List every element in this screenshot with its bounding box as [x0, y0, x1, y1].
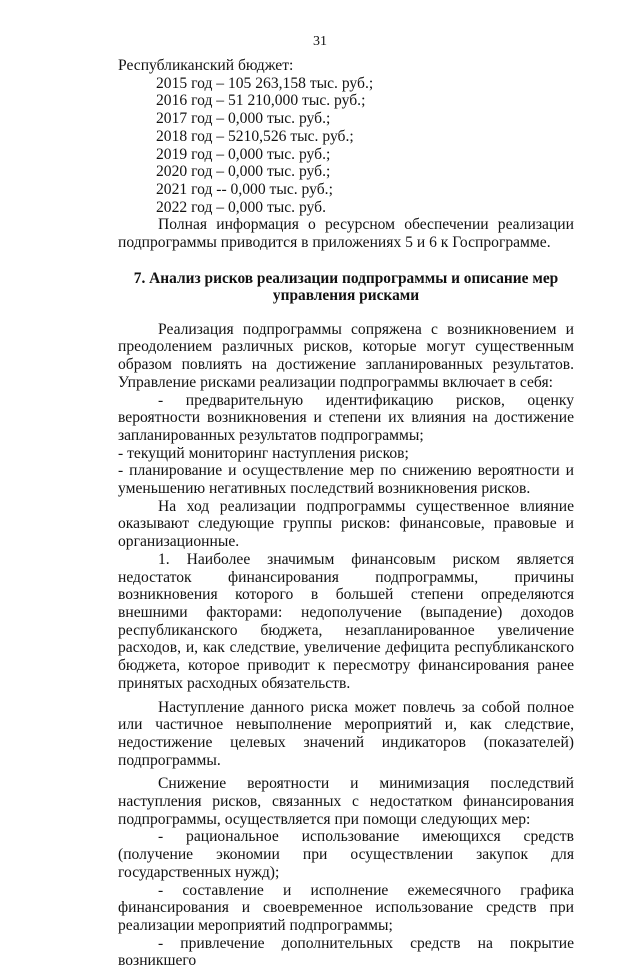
paragraph: Реализация подпрограммы сопряжена с возникновением и преодолением различных рисков, которые могут существенным образом повлиять на достижение запланированных результатов. Управление рисками реализации подпрограммы включает в себя:: [118, 320, 574, 391]
page-number: 31: [313, 34, 327, 49]
budget-item: 2021 год -- 0,000 тыс. руб.;: [156, 180, 333, 198]
budget-item: 2015 год – 105 263,158 тыс. руб.;: [156, 74, 374, 92]
budget-item: 2019 год – 0,000 тыс. руб.;: [156, 145, 331, 163]
budget-title: Республиканский бюджет:: [118, 57, 294, 74]
budget-list: [118, 75, 574, 217]
list-item: - планирование и осуществление мер по снижению вероятности и уменьшению негативных последствий возникновения рисков.: [118, 462, 574, 498]
budget-item: 2018 год – 5210,526 тыс. руб.;: [156, 127, 354, 145]
budget-item: 2022 год – 0,000 тыс. руб.: [156, 198, 326, 216]
list-item: - составление и исполнение ежемесячного графика финансирования и своевременное использование средств при реализации мероприятий подпрограммы;: [118, 881, 574, 934]
list-item: - предварительную идентификацию рисков, оценку вероятности возникновения и степени их влияния на достижение запланированных результатов подпрограммы;: [118, 391, 574, 444]
paragraph: 1. Наиболее значимым финансовым риском является недостаток финансирования подпрограммы, причины возникновения которого в большей степени определяются внешними факторами: недополучение (выпадение) доходов республиканского бюджета, незапланированное увеличение расходов, и, как следствие, увеличение дефицита республиканского бюджета, которое приводит к пересмотру финансирования ранее принятых расходных обязательств.: [118, 550, 574, 692]
list-item: - привлечение дополнительных средств на покрытие возникшего: [118, 934, 574, 970]
list-item: - рациональное использование имеющихся средств (получение экономии при осуществлении закупок для государственных нужд);: [118, 828, 574, 881]
resource-info-paragraph: Полная информация о ресурсном обеспечении реализации подпрограммы приводится в приложениях 5 и 6 к Госпрограмме.: [118, 216, 574, 252]
budget-item: 2016 год – 51 210,000 тыс. руб.;: [156, 92, 366, 110]
document-body: [118, 57, 574, 970]
paragraph: Наступление данного риска может повлечь за собой полное или частичное невыполнение мероприятий и, как следствие, недостижение целевых значений индикаторов (показателей) подпрограммы.: [118, 698, 574, 769]
paragraph: Снижение вероятности и минимизация последствий наступления рисков, связанных с недостатком финансирования подпрограммы, осуществляется при помощи следующих мер:: [118, 775, 574, 828]
section-heading: 7. Анализ рисков реализации подпрограммы и описание мер управления рисками: [133, 269, 559, 304]
budget-item: 2017 год – 0,000 тыс. руб.;: [156, 110, 331, 128]
paragraph: На ход реализации подпрограммы существенное влияние оказывают следующие группы рисков: финансовые, правовые и организационные.: [118, 497, 574, 551]
list-item: - текущий мониторинг наступления рисков;: [118, 444, 409, 462]
budget-item: 2020 год – 0,000 тыс. руб.;: [156, 163, 331, 181]
